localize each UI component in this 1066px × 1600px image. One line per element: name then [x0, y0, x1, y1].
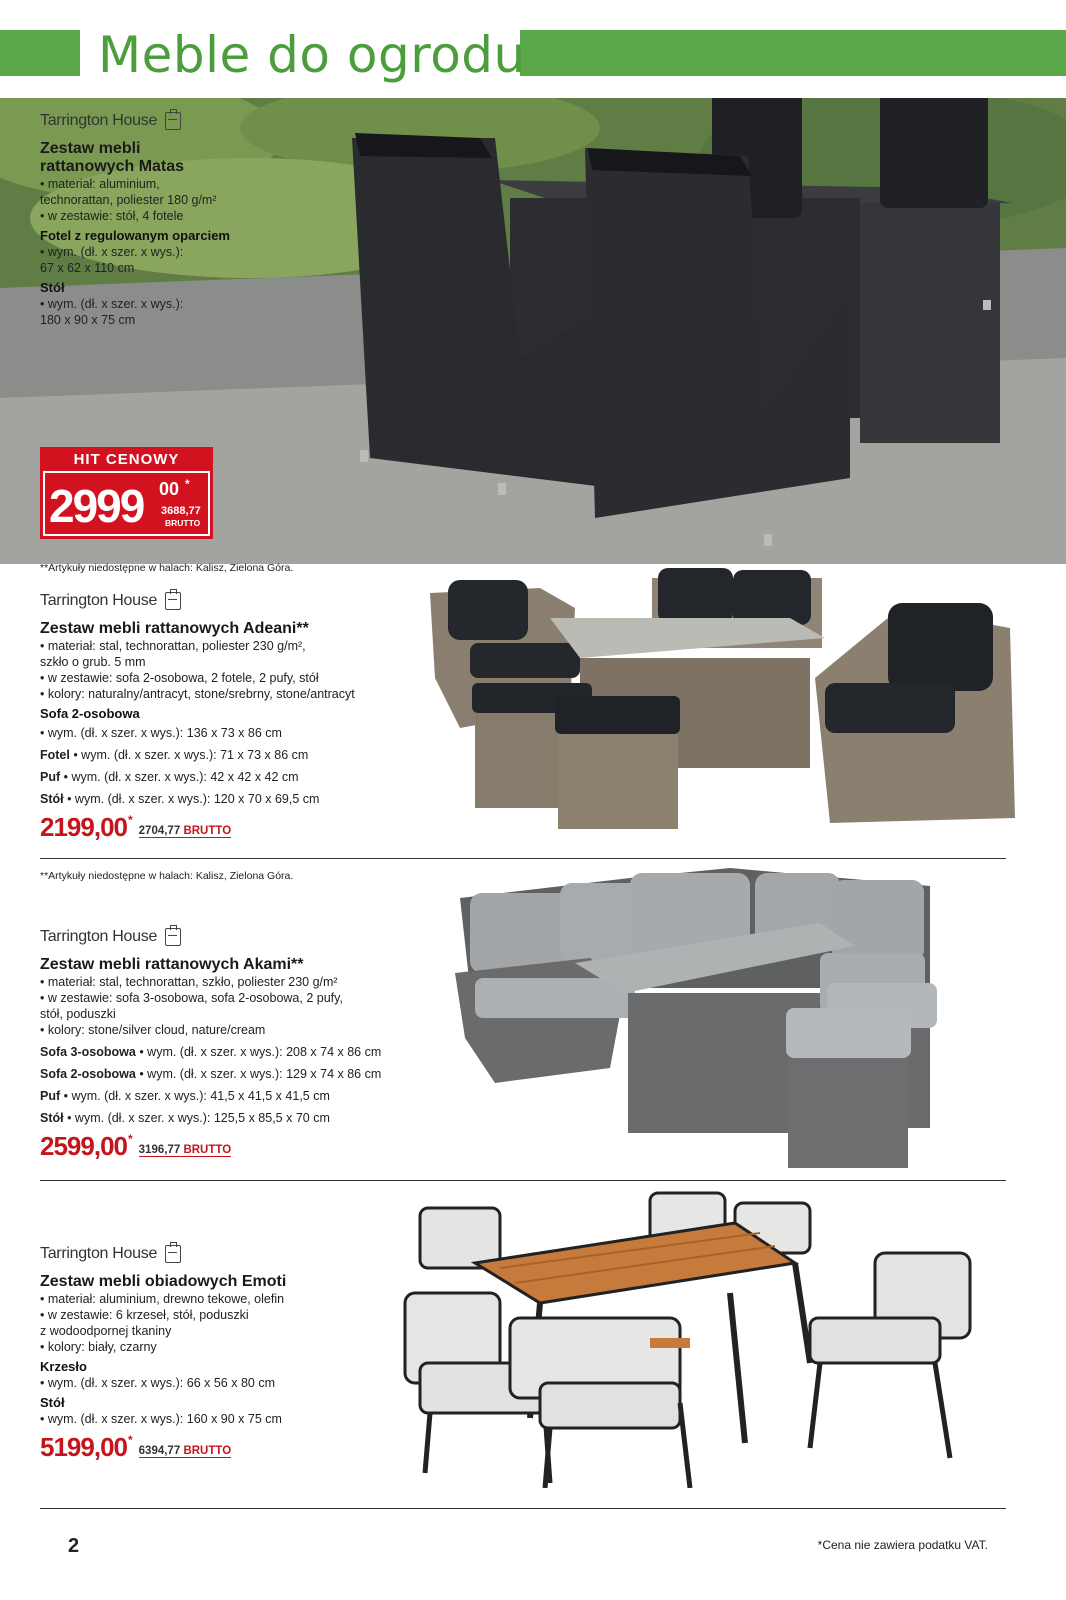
briefcase-icon: [165, 112, 181, 130]
price: [40, 813, 440, 841]
spec-line: • materiał: aluminium, drewno tekowe, olefin: [40, 1292, 285, 1306]
price-main: 2199,00: [40, 812, 127, 842]
price-star: *: [127, 1132, 133, 1146]
spec-line: • w zestawie: sofa 2-osobowa, 2 fotele, 2 pufy, stół: [40, 671, 319, 685]
spec-row: Stół • wym. (dł. x szer. x wys.): 125,5 x 85,5 x 70 cm: [40, 1111, 330, 1125]
section-divider: [40, 858, 1006, 859]
spec-line: • wym. (dł. x szer. x wys.): 160 x 90 x 75 cm: [40, 1412, 282, 1426]
spec-line: • wym. (dł. x szer. x wys.):: [40, 297, 184, 311]
spec-subheading: Krzesło: [40, 1359, 87, 1374]
spec-subheading: Fotel z regulowanym oparciem: [40, 228, 230, 243]
price-star: *: [185, 477, 190, 491]
briefcase-icon: [165, 928, 181, 946]
brand-label: Tarrington House: [40, 592, 440, 610]
spec-line: • wym. (dł. x szer. x wys.): 66 x 56 x 80 cm: [40, 1376, 275, 1390]
spec-row: Stół • wym. (dł. x szer. x wys.): 120 x 70 x 69,5 cm: [40, 792, 320, 806]
akami-set-image: [450, 868, 950, 1173]
price-main: 2999: [49, 480, 144, 532]
price-main: 2599,00: [40, 1131, 127, 1161]
price-main: 5199,00: [40, 1432, 127, 1462]
product-title: Zestaw mebli rattanowych Matas: [40, 140, 185, 175]
vat-note: *Cena nie zawiera podatku VAT.: [817, 1538, 988, 1552]
spec-row: Sofa 2-osobowa • wym. (dł. x szer. x wys.): 129 x 74 x 86 cm: [40, 1067, 382, 1081]
footer-divider: [40, 1508, 1006, 1509]
spec-line: stół, poduszki: [40, 1007, 116, 1021]
matas-details: [40, 112, 270, 328]
product-title: Zestaw mebli rattanowych Adeani**: [40, 620, 309, 637]
spec-line: • kolory: naturalny/antracyt, stone/srebrny, stone/antracyt: [40, 687, 355, 701]
spec-line: • wym. (dł. x szer. x wys.):: [40, 245, 184, 259]
brand-label: Tarrington House: [40, 928, 440, 946]
spec-line: • wym. (dł. x szer. x wys.): 136 x 73 x 86 cm: [40, 726, 282, 740]
spec-line: 67 x 62 x 110 cm: [40, 261, 135, 275]
spec-row: Puf • wym. (dł. x szer. x wys.): 41,5 x 41,5 x 41,5 cm: [40, 1089, 330, 1103]
hit-label: HIT CENOWY: [73, 451, 180, 468]
briefcase-icon: [165, 592, 181, 610]
header-bar-left: [0, 30, 80, 76]
hit-price-frame: [43, 471, 210, 536]
price-star: *: [127, 813, 133, 827]
page-number: 2: [68, 1535, 80, 1557]
adeani-details: [40, 592, 440, 841]
spec-line: • materiał: stal, technorattan, szkło, poliester 230 g/m²: [40, 975, 338, 989]
spec-line: • materiał: aluminium,: [40, 177, 160, 191]
spec-line: • w zestawie: sofa 3-osobowa, sofa 2-osobowa, 2 pufy,: [40, 991, 343, 1005]
price-brutto-value: 3688,77: [161, 505, 201, 517]
price: [40, 1132, 440, 1160]
price-cents: 00: [159, 479, 180, 499]
price: [40, 1433, 440, 1461]
brand-label: Tarrington House: [40, 112, 270, 130]
briefcase-icon: [165, 1245, 181, 1263]
spec-line: z wodoodpornej tkaniny: [40, 1324, 172, 1338]
spec-line: • kolory: biały, czarny: [40, 1340, 157, 1354]
spec-subheading: Stół: [40, 1395, 65, 1410]
section-divider: [40, 1180, 1006, 1181]
hit-price-badge: [40, 447, 213, 539]
spec-subheading: Stół: [40, 280, 65, 295]
brand-label: Tarrington House: [40, 1245, 440, 1263]
spec-line: • w zestawie: stół, 4 fotele: [40, 209, 184, 223]
product-title: Zestaw mebli obiadowych Emoti: [40, 1273, 287, 1290]
price-brutto-label: BRUTTO: [165, 518, 201, 528]
price-brutto: 3196,77 BRUTTO: [138, 1144, 232, 1156]
page-title: Meble do ogrodu: [98, 26, 526, 84]
spec-line: 180 x 90 x 75 cm: [40, 313, 136, 327]
spec-row: Fotel • wym. (dł. x szer. x wys.): 71 x 73 x 86 cm: [40, 748, 309, 762]
price-star: *: [127, 1433, 133, 1447]
spec-line: • kolory: stone/silver cloud, nature/cream: [40, 1023, 266, 1037]
emoti-details: [40, 1245, 440, 1461]
adeani-set-image: [430, 568, 1030, 848]
header-bar-right: [520, 30, 1066, 76]
spec-line: szkło o grub. 5 mm: [40, 655, 146, 669]
spec-row: Puf • wym. (dł. x szer. x wys.): 42 x 42 x 42 cm: [40, 770, 299, 784]
availability-note: **Artykuły niedostępne w halach: Kalisz, Zielona Góra.: [40, 870, 294, 882]
price-brutto: 6394,77 BRUTTO: [138, 1445, 232, 1457]
price-brutto: 2704,77 BRUTTO: [138, 825, 232, 837]
spec-line: • w zestawie: 6 krzeseł, stół, poduszki: [40, 1308, 249, 1322]
emoti-set-image: [400, 1188, 1000, 1488]
spec-line: technorattan, poliester 180 g/m²: [40, 193, 217, 207]
spec-row: Sofa 3-osobowa • wym. (dł. x szer. x wys.): 208 x 74 x 86 cm: [40, 1045, 382, 1059]
akami-details: [40, 928, 440, 1160]
product-title: Zestaw mebli rattanowych Akami**: [40, 956, 304, 973]
spec-line: • materiał: stal, technorattan, poliester 230 g/m²,: [40, 639, 306, 653]
spec-subheading: Sofa 2-osobowa: [40, 706, 140, 721]
availability-note: **Artykuły niedostępne w halach: Kalisz, Zielona Góra.: [40, 562, 294, 574]
